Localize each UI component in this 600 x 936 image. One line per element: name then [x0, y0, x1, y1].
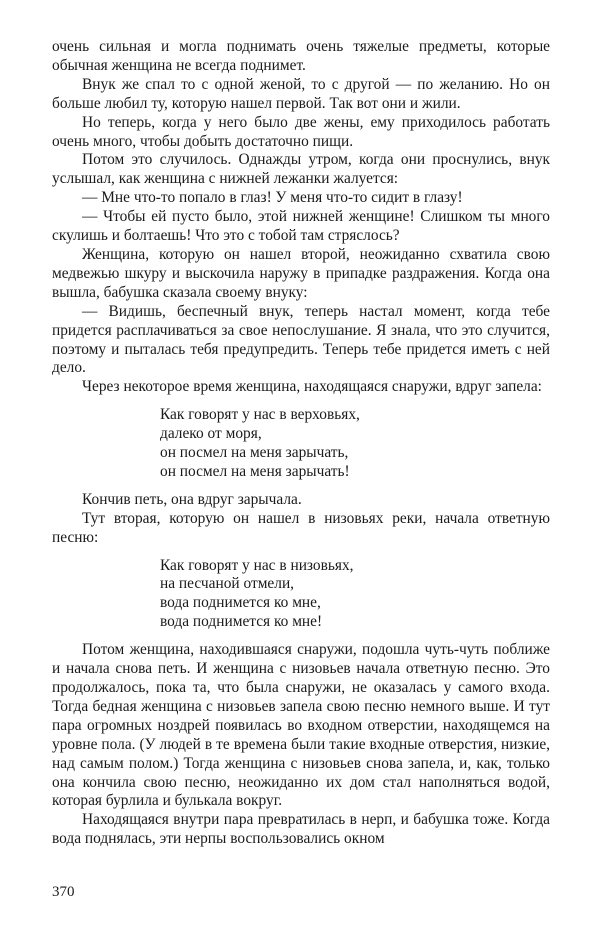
verse-line: вода поднимется ко мне,	[160, 594, 321, 612]
page-text	[52, 38, 550, 849]
paragraph: Кончив петь, она вдруг зарычала.	[82, 490, 302, 508]
paragraph: Женщина, которую он нашел второй, неожиданно схватила свою медвежью шкуру и выскочила наружу в припадке раздражения. Когда она вышла, бабушка сказала своему внуку:	[52, 245, 550, 301]
verse-line: он посмел на меня зарычать,	[160, 444, 349, 462]
dialogue-line: — Чтобы ей пусто было, этой нижней женщине! Слишком ты много скулишь и болтаешь! Что это с тобой там стряслось?	[52, 208, 550, 245]
dialogue-line: — Мне что-то попало в глаз! У меня что-то сидит в глазу!	[82, 189, 463, 207]
page-number: 370	[52, 884, 75, 900]
paragraph: Тут вторая, которую он нашел в низовьях реки, начала ответную песню:	[52, 509, 550, 546]
song-verse	[160, 557, 550, 633]
paragraph: очень сильная и могла поднимать очень тяжелые предметы, которые обычная женщина не всегда поднимет.	[52, 38, 550, 74]
paragraph: Через некоторое время женщина, находящаяся снаружи, вдруг запела:	[82, 378, 542, 396]
verse-line: Как говорят у нас в низовьях,	[160, 556, 354, 574]
paragraph: Потом женщина, находившаяся снаружи, подошла чуть-чуть поближе и начала снова петь. И женщина с низовьев начала ответную песню. Это продолжалось, пока та, что была снаружи, не оказалась у самого входа. Тогда бедная женщина с низовьев запела свою песню немного выше. И тут пара огромных ноздрей появилась во входном отверстии, находящемся на уровне пола. (У людей в те времена были такие входные отверстия, низкие, над самым полом.) Тогда женщина с низовьев снова запела, и, как, только она кончила свою песню, неожиданно их дом стал наполняться водой, которая бурлила и булькала вокруг.	[52, 641, 550, 810]
paragraph: Внук же спал то с одной женой, то с другой — по желанию. Но он больше любил ту, которую нашел первой. Так вот они и жили.	[52, 75, 550, 112]
verse-line: он посмел на меня зарычать!	[160, 462, 350, 480]
verse-line: Как говорят у нас в верховьях,	[160, 406, 360, 424]
paragraph: Находящаяся внутри пара превратилась в нерп, и бабушка тоже. Когда вода поднялась, эти нерпы воспользовались окном	[52, 811, 550, 848]
verse-line: вода поднимется ко мне!	[160, 613, 323, 631]
paragraph: Потом это случилось. Однажды утром, когда они проснулись, внук услышал, как женщина с нижней лежанки жалуется:	[52, 151, 550, 188]
song-verse	[160, 406, 550, 482]
paragraph: Но теперь, когда у него было две жены, ему приходилось работать очень много, чтобы добыть достаточно пищи.	[52, 113, 550, 150]
verse-line: далеко от моря,	[160, 425, 262, 443]
verse-line: на песчаной отмели,	[160, 575, 295, 593]
dialogue-line: — Видишь, беспечный внук, теперь настал момент, когда тебе придется расплачиваться за свое непослушание. Я знала, что это случится, поэтому и пыталась тебя предупредить. Теперь тебе придется иметь с ней дело.	[52, 302, 550, 377]
